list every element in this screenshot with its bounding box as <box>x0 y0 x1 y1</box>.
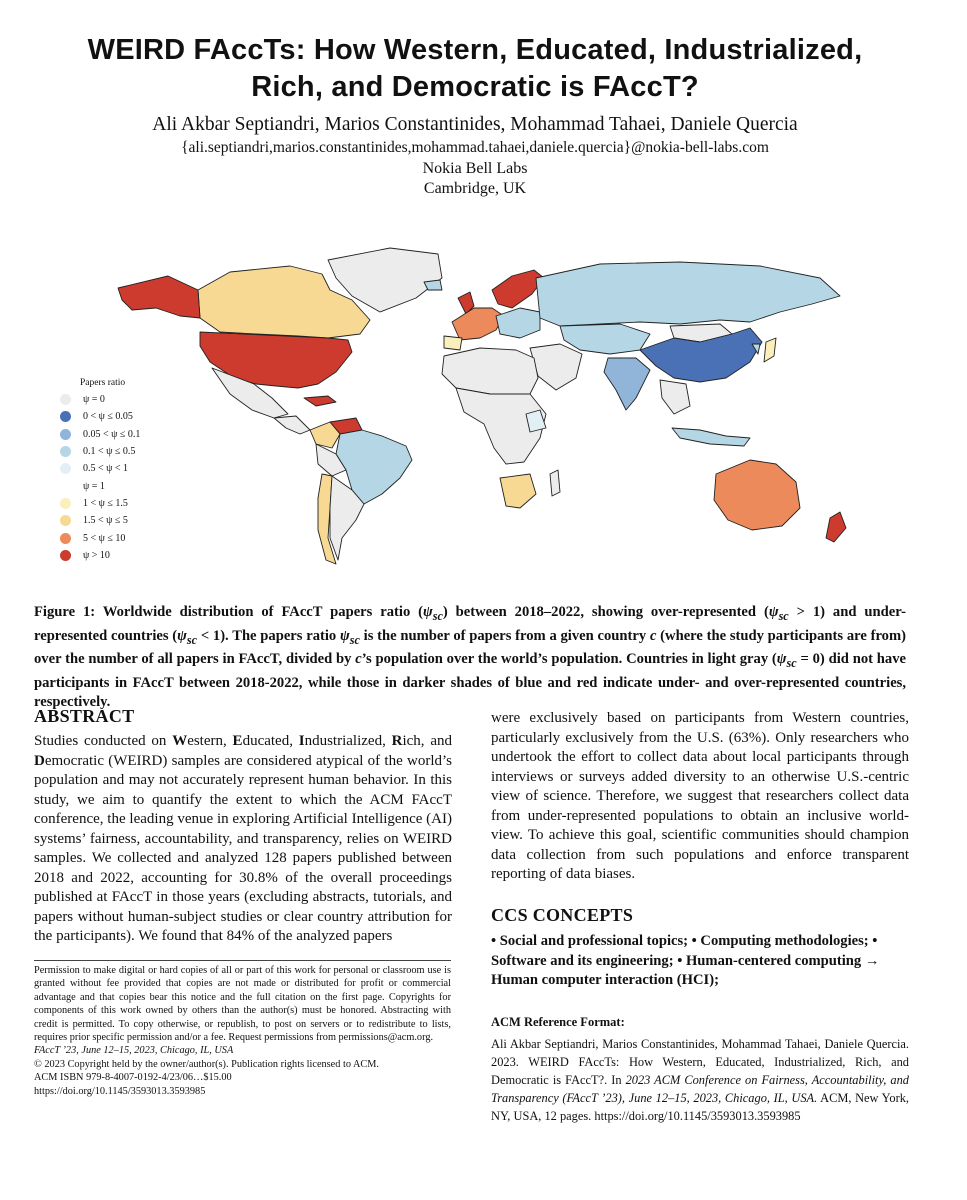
country-south-africa <box>500 474 536 508</box>
author-emails[interactable]: {ali.septiandri,marios.constantinides,mohammad.tahaei,daniele.quercia}@nokia-bell-labs.com <box>181 139 769 156</box>
map-legend <box>60 378 140 564</box>
title-line-1: WEIRD FAccTs: How Western, Educated, Industrialized, <box>87 34 863 66</box>
country-india <box>604 358 650 410</box>
legend-item: ψ = 0 <box>60 391 140 408</box>
legend-item: 1 < ψ ≤ 1.5 <box>60 495 140 512</box>
copyright-notice: © 2023 Copyright held by the owner/author(s). Publication rights licensed to ACM. <box>34 1058 380 1070</box>
country-southeast-asia <box>660 380 690 414</box>
legend-item: ψ > 10 <box>60 547 140 564</box>
country-central-asia <box>560 324 650 354</box>
acm-reference-heading: ACM Reference Format: <box>491 1015 625 1029</box>
footnote <box>34 964 451 1098</box>
legend-swatch <box>60 463 71 474</box>
legend-item: 5 < ψ ≤ 10 <box>60 529 140 546</box>
figure-caption: Figure 1: Worldwide distribution of FAccT papers ratio $(\psi_{sc})$ between 2018–2022, showing over-represented $(\psi_{sc} > 1)$ and under-represented countries $(\psi_{sc} < 1)$. The papers ratio $\psi_{sc}$ is the number of papers from a given country c (where the study participants are from) over the number of all papers in FAccT, divided by c’s population over the world’s population. Countries in light gray $(\psi_{sc} = 0)$ did not have participants in FAccT between 2018-2022, while those in darker shades of blue and red indicate under- and over-represented countries, respectively. <box>34 604 907 711</box>
country-central-america <box>274 416 310 434</box>
isbn: ACM ISBN 979-8-4007-0192-4/23/06…$15.00 <box>34 1072 232 1084</box>
conference-info: FAccT ’23, June 12–15, 2023, Chicago, IL, USA <box>34 1045 234 1057</box>
location: Cambridge, UK <box>423 180 527 197</box>
legend-title: Papers ratio <box>80 378 126 388</box>
country-scandinavia <box>492 270 544 308</box>
footnote-rule <box>34 960 451 961</box>
legend-swatch <box>60 481 71 492</box>
legend-item: 1.5 < ψ ≤ 5 <box>60 512 140 529</box>
legend-swatch <box>60 498 71 509</box>
legend-item: 0.05 < ψ ≤ 0.1 <box>60 426 140 443</box>
country-madagascar <box>550 470 560 496</box>
affiliation: Nokia Bell Labs <box>422 160 528 177</box>
abstract-continued: were exclusively based on participants from Western countries, particularly exclusively from the U.S. (63%). Only researchers who undertook the effort to collect data about local participants through interviews or surveys added diversity to an otherwise U.S.-centric view of science. Therefore, we suggest that researchers collect data from under-represented populations to obtain an inclusive world-view. To achieve this goal, scientific communities should champion data collection from such populations and enforce transparent reporting of data biases. <box>491 710 909 882</box>
country-new-zealand <box>826 512 846 542</box>
country-middle-east <box>530 344 582 390</box>
paper-title <box>60 32 890 106</box>
legend-item: 0.1 < ψ ≤ 0.5 <box>60 443 140 460</box>
permission-notice: Permission to make digital or hard copies of all or part of this work for personal or classroom use is granted without fee provided that copies are not made or distributed for profit or commercial advantage and that copies bear this notice and the full citation on the first page. Copyrights for components of this work owned by others than the author(s) must be honored. Abstracting with credit is permitted. To copy otherwise, or republish, to post on servers or to redistribute to lists, requires prior specific permission and/or a fee. Request permissions from permissions@acm.org. <box>34 965 451 1044</box>
country-caribbean <box>304 396 336 406</box>
country-japan <box>764 338 776 362</box>
country-africa-north <box>442 348 538 394</box>
legend-swatch <box>60 411 71 422</box>
legend-item: 0 < ψ ≤ 0.05 <box>60 408 140 425</box>
ccs-heading: CCS CONCEPTS <box>491 905 634 925</box>
legend-swatch <box>60 446 71 457</box>
country-europe-east <box>496 308 540 338</box>
country-australia <box>714 460 800 530</box>
abstract-body: Studies conducted on Western, Educated, Industrialized, Rich, and Democratic (WEIRD) samples are considered atypical of the world’s population and may not accurately represent human behavior. In this study, we aim to quantify the extent to which the ACM FAccT conference, the leading venue in exploring Artificial Intelligence (AI) systems’ fairness, accountability, and transparency, relies on WEIRD samples. We collected and analyzed 128 papers published between 2018 and 2022, accounting for 30.8% of the overall proceedings published at FAccT in those years (excluding abstracts, tutorials, and papers without human-subject studies or clear country attribution for the participants). We found that 84% of the analyzed papers <box>34 733 452 944</box>
country-europe-west <box>452 308 504 340</box>
authors: Ali Akbar Septiandri, Marios Constantinides, Mohammad Tahaei, Daniele Quercia <box>152 114 798 135</box>
legend-item: ψ = 1 <box>60 477 140 494</box>
legend-swatch <box>60 394 71 405</box>
country-spain <box>444 336 462 350</box>
title-line-2: Rich, and Democratic is FAccT? <box>251 71 699 103</box>
doi-link[interactable]: https://doi.org/10.1145/3593013.3593985 <box>34 1085 206 1097</box>
legend-swatch <box>60 429 71 440</box>
legend-swatch <box>60 533 71 544</box>
world-map-figure <box>60 238 900 588</box>
country-indonesia <box>672 428 750 446</box>
country-russia <box>536 262 840 326</box>
legend-item: 0.5 < ψ < 1 <box>60 460 140 477</box>
legend-swatch <box>60 550 71 561</box>
acm-reference: Ali Akbar Septiandri, Marios Constantinides, Mohammad Tahaei, Daniele Quercia. 2023. WEIRD FAccTs: How Western, Educated, Industrialized, Rich, and Democratic is FAccT?. In 2023 ACM Conference on Fairness, Accountability, and Transparency (FAccT ’23), June 12–15, 2023, Chicago, IL, USA. ACM, New York, NY, USA, 12 pages. https://doi.org/10.1145/3593013.3593985 <box>491 1037 909 1123</box>
country-alaska <box>118 276 200 318</box>
legend-swatch <box>60 515 71 526</box>
ccs-concepts: • Social and professional topics; • Computing methodologies; • Software and its engineering; • Human-centered computing → Human computer interaction (HCI); <box>491 933 880 988</box>
abstract-heading: ABSTRACT <box>34 706 135 726</box>
